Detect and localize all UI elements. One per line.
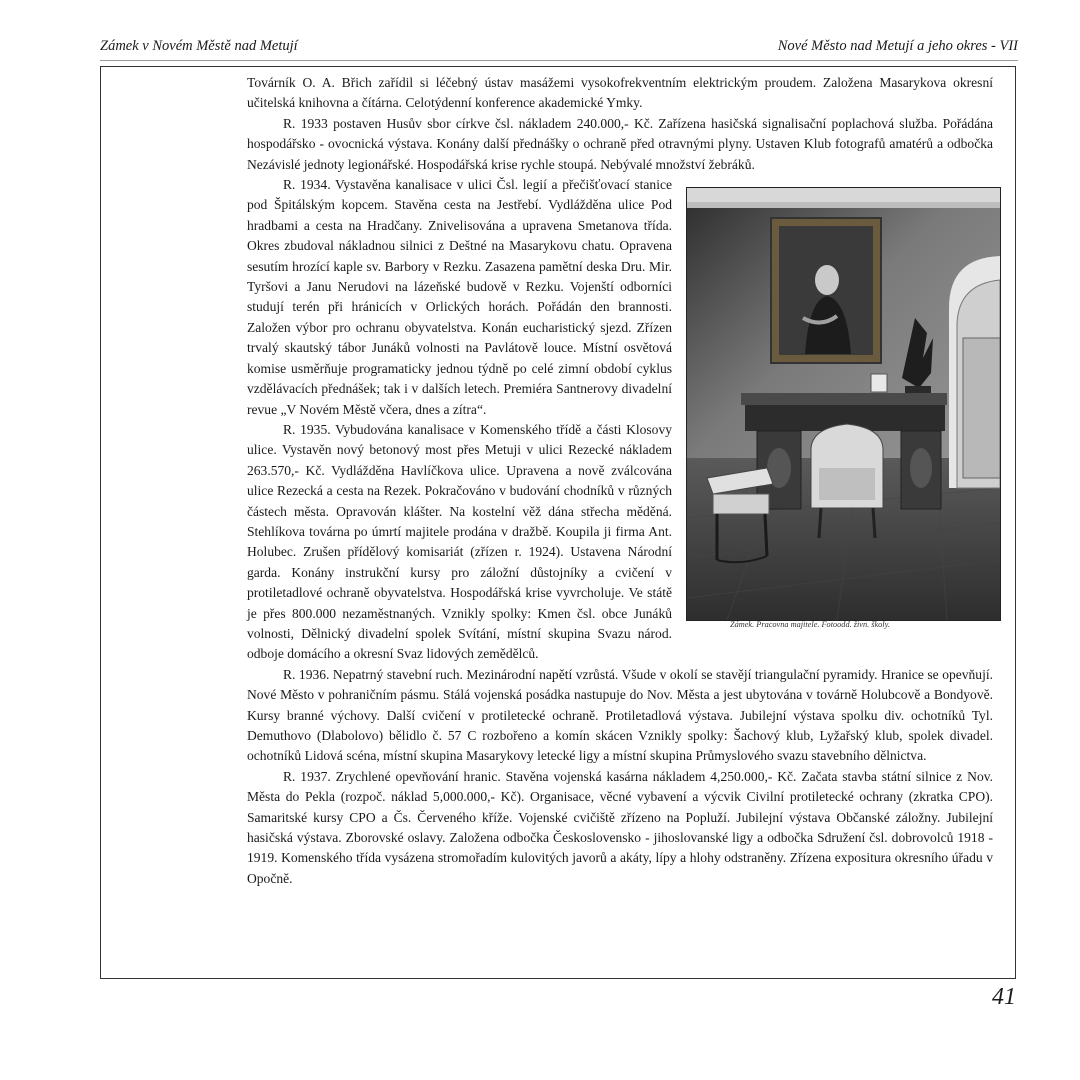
paragraph: R. 1935. Vybudována kanalisace v Komenského třídě a části Klosovy ulice. Vystavěn nový betonový most přes Metuji v ulici Rezecké nákladem 263.570,- Kč. Vydlážděna Havlíčkova ulice. Upravena a nově zválcována ulice Rezecká a cesta na Rezek. Pokračováno v budování chodníků v různých částech města. Opravován klášter. Na kostelní věž dána střecha měděná. Stehlíkova továrna po úmrtí majitele prodána v dražbě. Koupila ji firma Ant. Holubec. Zrušen přídělový komisariát (zřízen r. 1924). Ustavena Národní garda. Konány instrukční kursy pro záložní důstojníky a cvičení v protiletadlové ochraně obyvatelstva. Hospodářská krise vyvrcholuje. Ve státě je přes 800.000 nezaměstnaných. Vznikly spolky: Kmen čsl. obce Junáků volnosti, Dělnický divadelní spolek Svítání, místní skupina Svazu národ. odboje domácího a okresní Svaz lidových zemědělců.	[247, 421, 672, 662]
paragraph: R. 1937. Zrychlené opevňování hranic. Stavěna vojenská kasárna nákladem 4,250.000,- Kč. Začata stavba státní silnice z Nov. Města do Pekla (rozpoč. náklad 5,000.000,- Kč). Organisace, věcné vybavení a výcvik Civilní protiletecké ochrany (zkratka CPO). Samaritské kursy CPO a Čs. Červeného kříže. Vojenské cvičiště zřízeno na Popluží. Jubilejní výstava Občanské záložny. Jubilejní hasičská výstava. Zborovské oslavy. Založena odbočka Československo - jihoslovanské ligy a odbočka Sdružení čsl. dobrovolců 1918 - 1919. Komenského třída vysázena stromořadím kulovitých javorů a akáty, lípy a hlohy odstraněny. Zřízena expositura okresního úřadu v Opočně.	[247, 768, 993, 886]
photo-figure	[686, 177, 1002, 635]
header-rule	[100, 60, 1018, 61]
photo-caption: Zámek. Pracovna majitele. Fotoodd. živn. školy.	[730, 620, 890, 630]
paragraph: R. 1936. Nepatrný stavební ruch. Mezinárodní napětí vzrůstá. Všude v okolí se stavějí triangulační pyramidy. Hranice se opevňují. Nové Město v pohraničním pásmu. Stálá vojenská posádka nastupuje do Nov. Města a jest ubytována v továrně Holubcově a Bondyově. Kursy branné výchovy. Další cvičení v protiletecké ochraně. Protiletadlová výstava. Jubilejní výstava spolku div. ochotníků Tyl. Demuthovo (Dlabolovo) bělidlo č. 57 C rozbořeno a komín skácen Vznikly spolky: Šachový klub, Lyžařský klub, spolek divadel. ochotníků Lidová scéna, místní skupina Masarykovy letecké ligy a místní skupina Průmyslového svazu stavebního dělnictva.	[247, 666, 993, 764]
paragraph: Továrník O. A. Břich zařídil si léčebný ústav masážemi vysokofrekventním elektrickým proudem. Založena Masarykova okresní učitelská knihovna a čítárna. Celotýdenní konference akademické Ymky.	[247, 75, 993, 111]
running-header-right: Nové Město nad Metují a jeho okres - VII	[777, 38, 1018, 54]
paragraph: R. 1933 postaven Husův sbor církve čsl. nákladem 240.000,- Kč. Zařízena hasičská signalisační poplachová služba. Pořádána hospodářsko - ovocnická výstava. Konány další přednášky o ochraně před otravnými plyny. Ustaven Klub fotografů amatérů a odbočka Nezávislé jednoty legionářské. Hospodářská krise rychle stoupá. Nebývalé množství žebráků.	[247, 115, 993, 172]
running-header-left: Zámek v Novém Městě nad Metují	[100, 38, 298, 54]
paragraph-text: R. 1934. Vystavěna kanalisace v ulici Čsl. legií a přečišťovací stanice pod Špitálským kopcem. Stavěna cesta na Jestřebí. Vydlážděna ulice Pod hradbami a cesta na Hradčany. Znivelisována a upravena Smetanova třída. Okres zbudoval nákladnou silnici z Deštné na Masarykovu chatu. Opravena sesutím hrozící kaple sv. Barbory v Rezku. Zasazena pamětní deska Dru. Mir. Tyršovi a Janu Nerudovi na lázeňské budově v Rezku. Vojenští odborníci studují terén při hránicích v Orlických horách. Pořádán den brannosti. Založen výbor pro ochranu obyvatelstva. Konán eucharistický sjezd. Zřízen trvalý skautský tábor Junáků volnosti na Pavlátově louce. Místní osvětová komise usměrňuje programaticky jednou týdně po celé zimní období cyklus vzdělávacích přednášek; tak i v dalších letech. Premiéra Santnerovy divadelní revue „V Novém Městě včera, dnes a zítra“.	[247, 177, 672, 417]
page-number: 41	[992, 984, 1016, 1010]
office-photo	[686, 187, 1001, 621]
body-text	[247, 73, 993, 889]
